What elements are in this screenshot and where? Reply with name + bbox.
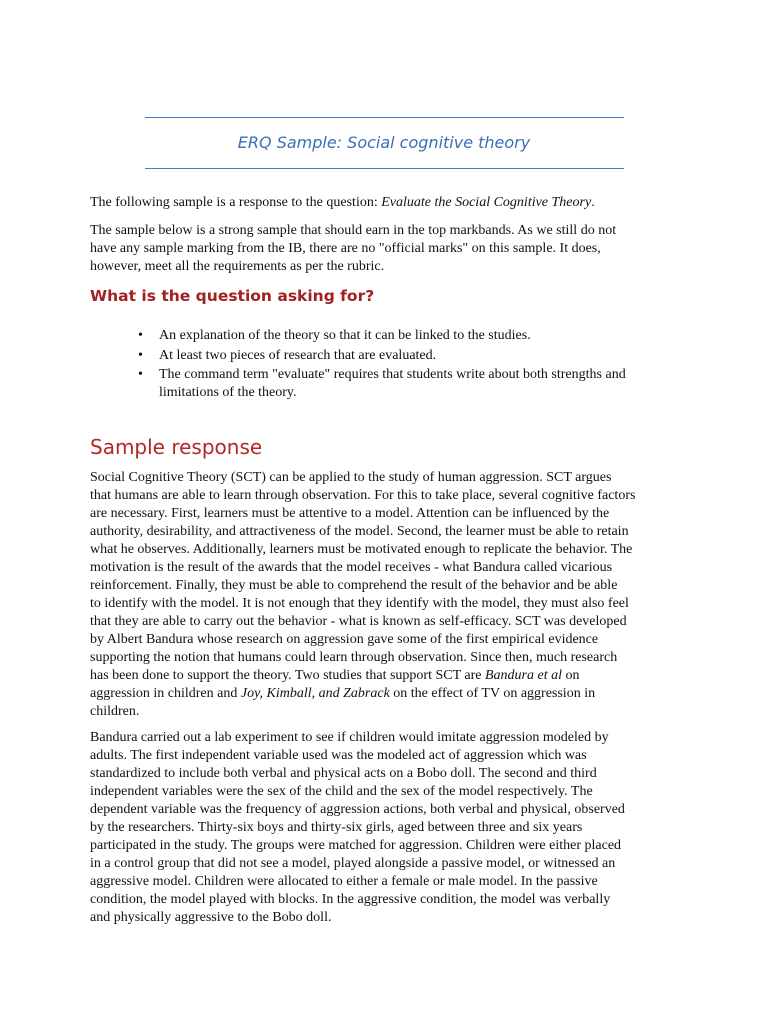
- requirements-list: [90, 327, 680, 404]
- bullet-icon: •: [138, 328, 143, 343]
- intro-lead: The following sample is a response to the question:: [90, 195, 382, 210]
- paragraph-line: by Albert Bandura whose research on aggression gave some of the first empirical evidence: [90, 632, 599, 647]
- paragraph-line: Social Cognitive Theory (SCT) can be applied to the study of human aggression. SCT argues: [90, 470, 612, 485]
- paragraph-line: that they are able to carry out the behavior - what is known as self-efficacy. SCT was developed: [90, 614, 627, 629]
- paragraph-line: Bandura carried out a lab experiment to see if children would imitate aggression modeled by: [90, 730, 609, 745]
- list-item: [90, 366, 680, 402]
- title-rule-bottom: [145, 168, 624, 169]
- paragraph-line-end: on the effect of TV on aggression in: [389, 686, 596, 701]
- paragraph-line-end: on: [561, 668, 580, 683]
- paragraph-line: dependent variable was the frequency of aggression actions, both verbal and physical, observed: [90, 802, 625, 817]
- intro-lead-end: .: [591, 195, 595, 210]
- paragraph-line: reinforcement. Finally, they must be able to comprehend the result of the behavior and be able: [90, 578, 618, 593]
- list-item-text-continued: limitations of the theory.: [159, 385, 297, 400]
- sample-response-heading: Sample response: [90, 435, 263, 459]
- intro-question: Evaluate the Social Cognitive Theory: [381, 195, 592, 210]
- paragraph-line: in a control group that did not see a model, played alongside a passive model, or witnessed an: [90, 856, 616, 871]
- paragraph-line: to identify with the model. It is not enough that they identify with the model, they must also feel: [90, 596, 629, 611]
- title-rule-top: [145, 117, 624, 118]
- intro-paragraph: [90, 222, 680, 276]
- bullet-icon: •: [138, 347, 143, 363]
- paragraph-line-start: aggression in children and: [90, 686, 241, 701]
- question-heading: What is the question asking for?: [90, 287, 375, 305]
- intro-line: however, meet all the requirements as per the rubric.: [90, 259, 385, 274]
- list-item: [90, 327, 680, 345]
- paragraph-line: supporting the notion that humans could learn through observation. Since then, much research: [90, 650, 618, 665]
- citation-joy-kimball-zabrack: Joy, Kimball, and Zabrack: [240, 686, 390, 701]
- list-item-text: The command term "evaluate" requires that students write about both strengths and: [159, 367, 626, 382]
- paragraph-line: that humans are able to learn through observation. For this to take place, several cognitive factors: [90, 488, 636, 503]
- list-item-text: An explanation of the theory so that it can be linked to the studies.: [159, 328, 531, 343]
- intro-question-line: [90, 194, 680, 212]
- paragraph-line: adults. The first independent variable used was the modeled act of aggression which was: [90, 748, 587, 763]
- document-title: ERQ Sample: Social cognitive theory: [237, 133, 531, 152]
- sample-paragraph-1: [90, 469, 680, 721]
- citation-bandura: Bandura et al: [484, 668, 562, 683]
- paragraph-line: standardized to include both verbal and physical acts on a Bobo doll. The second and third: [90, 766, 597, 781]
- paragraph-line: motivation is the result of the awards that the model receives - what Bandura called vicarious: [90, 560, 613, 575]
- paragraph-line: by the researchers. Thirty-six boys and thirty-six girls, aged between three and six years: [90, 820, 583, 835]
- paragraph-line: are necessary. First, learners must be attentive to a model. Attention can be influenced by the: [90, 506, 610, 521]
- sample-paragraph-2: [90, 729, 680, 927]
- paragraph-line: independent variables were the sex of the child and the sex of the model respectively. The: [90, 784, 593, 799]
- intro-line: The sample below is a strong sample that should earn in the top markbands. As we still do not: [90, 223, 617, 238]
- paragraph-line: children.: [90, 704, 140, 719]
- paragraph-line: authority, desirability, and attractiveness of the model. Second, the learner must be able to retain: [90, 524, 629, 539]
- paragraph-line: what he observes. Additionally, learners must be motivated enough to replicate the behavior. The: [90, 542, 633, 557]
- bullet-icon: •: [138, 367, 143, 382]
- list-item-text: At least two pieces of research that are evaluated.: [159, 347, 437, 363]
- paragraph-line: condition, the model played with blocks. In the aggressive condition, the model was verbally: [90, 892, 611, 907]
- intro-line: have any sample marking from the IB, there are no "official marks" on this sample. It does,: [90, 241, 601, 256]
- paragraph-line: aggressive model. Children were allocated to either a female or male model. In the passive: [90, 874, 598, 889]
- paragraph-line-start: has been done to support the theory. Two studies that support SCT are: [90, 668, 485, 683]
- list-item: [90, 347, 680, 365]
- paragraph-line: and physically aggressive to the Bobo doll.: [90, 910, 332, 925]
- paragraph-line: participated in the study. The groups were matched for aggression. Children were either placed: [90, 838, 622, 853]
